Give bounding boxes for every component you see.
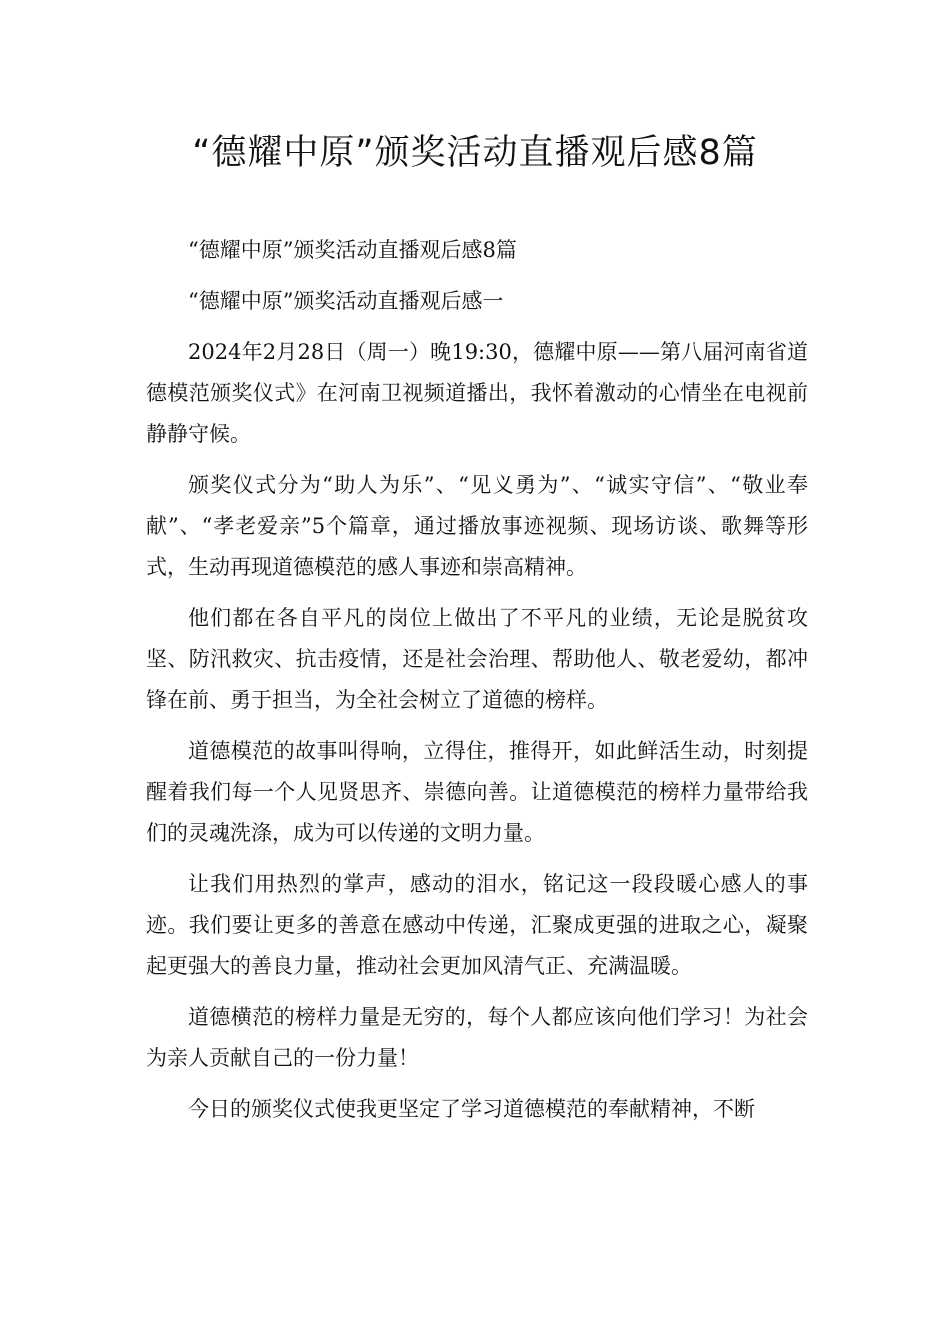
paragraph: 让我们用热烈的掌声，感动的泪水，铭记这一段段暖心感人的事迹。我们要让更多的善意在感动中传递，汇聚成更强的进取之心，凝聚起更强大的善良力量，推动社会更加风清气正、充满温暖。 xyxy=(146,872,808,978)
paragraph: 今日的颁奖仪式使我更坚定了学习道德模范的奉献精神，不断 xyxy=(188,1097,755,1121)
paragraph: 他们都在各自平凡的岗位上做出了不平凡的业绩，无论是脱贫攻坚、防汛救灾、抗击疫情，还是社会治理、帮助他人、敬老爱幼，都冲锋在前、勇于担当，为全社会树立了道德的榜样。 xyxy=(146,606,808,712)
document-body xyxy=(146,230,808,1140)
paragraph: 道德模范的故事叫得响，立得住，推得开，如此鲜活生动，时刻提醒着我们每一个人见贤思齐、崇德向善。让道德模范的榜样力量带给我们的灵魂洗涤，成为可以传递的文明力量。 xyxy=(146,739,808,845)
paragraph: 颁奖仪式分为“助人为乐”、“见义勇为”、“诚实守信”、“敬业奉献”、“孝老爱亲”5个篇章，通过播放事迹视频、现场访谈、歌舞等形式，生动再现道德模范的感人事迹和崇高精神。 xyxy=(146,473,808,579)
document-title: “德耀中原”颁奖活动直播观后感8篇 xyxy=(192,133,758,173)
paragraph: 道德横范的榜样力量是无穷的，每个人都应该向他们学习！为社会为亲人贡献自己的一份力量！ xyxy=(146,1005,808,1070)
paragraph: 2024年2月28日（周一）晚19:30，德耀中原——第八届河南省道德模范颁奖仪式》在河南卫视频道播出，我怀着激动的心情坐在电视前静静守候。 xyxy=(146,340,808,446)
paragraph-subtitle: “德耀中原”颁奖活动直播观后感8篇 xyxy=(188,238,517,262)
paragraph-section-heading: “德耀中原”颁奖活动直播观后感一 xyxy=(188,289,504,313)
